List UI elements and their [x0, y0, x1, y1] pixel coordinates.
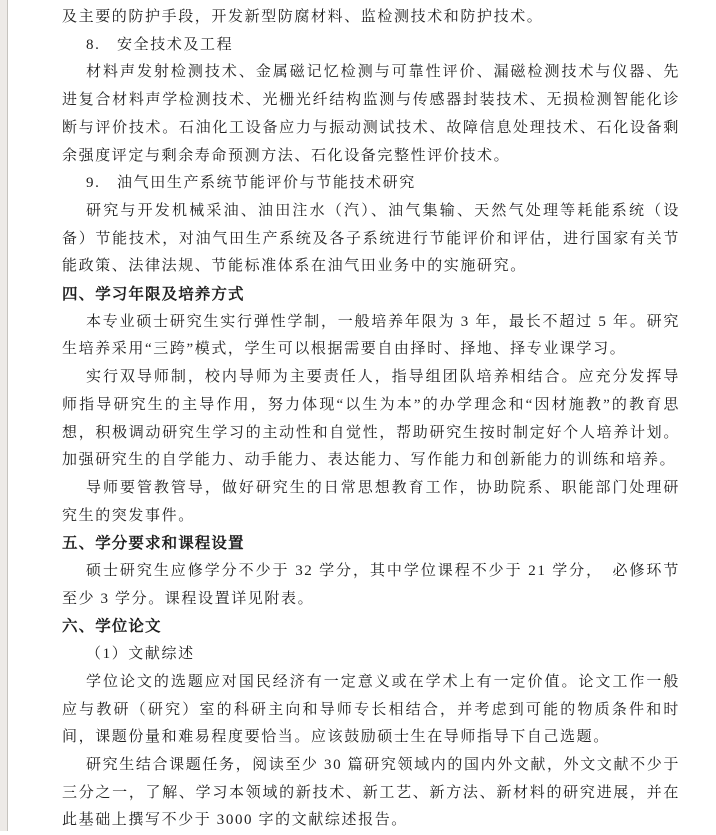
section-heading-credit-requirements: 五、学分要求和课程设置: [62, 535, 245, 553]
numbered-item-9-energy-saving: 9. 油气田生产系统节能评价与节能技术研究: [86, 175, 416, 192]
numbered-item-8-safety-tech: 8. 安全技术及工程: [86, 36, 234, 53]
paragraph-literature-reading: 研究生结合课题任务，阅读至少 30 篇研究领域内的国内外文献，外文文献不少于三分之一，了解、学习本领域的新技术、新工艺、新方法、新材料的研究进展，并在此基础上撰写不少于 3000 字的文献综述报告。: [62, 756, 680, 829]
page-left-edge: [0, 0, 8, 831]
section-heading-degree-thesis: 六、学位论文: [62, 618, 162, 636]
paragraph-continuation: 及主要的防护手段，开发新型防腐材料、监检测技术和防护技术。: [62, 9, 544, 25]
paragraph-supervisor-duty: 导师要管教管导，做好研究生的日常思想教育工作，协助院系、职能部门处理研究生的突发事件。: [62, 479, 680, 524]
document-page: [62, 4, 680, 835]
paragraph-dual-supervisor: 实行双导师制，校内导师为主要责任人，指导组团队培养相结合。应充分发挥导师指导研究生的主导作用，努力体现“以生为本”的办学理念和“因材施教”的教育思想，积极调动研究生学习的主动性和自觉性，帮助研究生按时制定好个人培养计划。加强研究生的自学能力、动手能力、表达能力、写作能力和创新能力的训练和培养。: [62, 369, 680, 469]
paragraph-energy-research: 研究与开发机械采油、油田注水（汽）、油气集输、天然气处理等耗能系统（设备）节能技术，对油气田生产系统及各子系统进行节能评价和评估，进行国家有关节能政策、法律法规、节能标准体系在油气田业务中的实施研究。: [62, 202, 680, 275]
paragraph-flexible-schooling: 本专业硕士研究生实行弹性学制，一般培养年限为 3 年，最长不超过 5 年。研究生培养采用“三跨”模式，学生可以根据需要自由择时、择地、择专业课学习。: [62, 313, 680, 358]
paragraph-credit-details: 硕士研究生应修学分不少于 32 学分，其中学位课程不少于 21 学分， 必修环节至少 3 学分。课程设置详见附表。: [62, 563, 680, 607]
paragraph-detection-tech: 材料声发射检测技术、金属磁记忆检测与可靠性评价、漏磁检测技术与仪器、先进复合材料声学检测技术、光栅光纤结构监测与传感器封装技术、无损检测智能化诊断与评价技术。石油化工设备应力与振动测试技术、故障信息处理技术、石化设备剩余强度评定与剩余寿命预测方法、石化设备完整性评价技术。: [62, 64, 680, 164]
paragraph-thesis-topic: 学位论文的选题应对国民经济有一定意义或在学术上有一定价值。论文工作一般应与教研（研究）室的科研主向和导师专长相结合，并考虑到可能的物质条件和时间，课题份量和难易程度要恰当。应该鼓励硕士生在导师指导下自己选题。: [62, 673, 680, 746]
sub-item-literature-review: （1）文献综述: [86, 646, 195, 663]
section-heading-study-duration: 四、学习年限及培养方式: [62, 286, 245, 304]
